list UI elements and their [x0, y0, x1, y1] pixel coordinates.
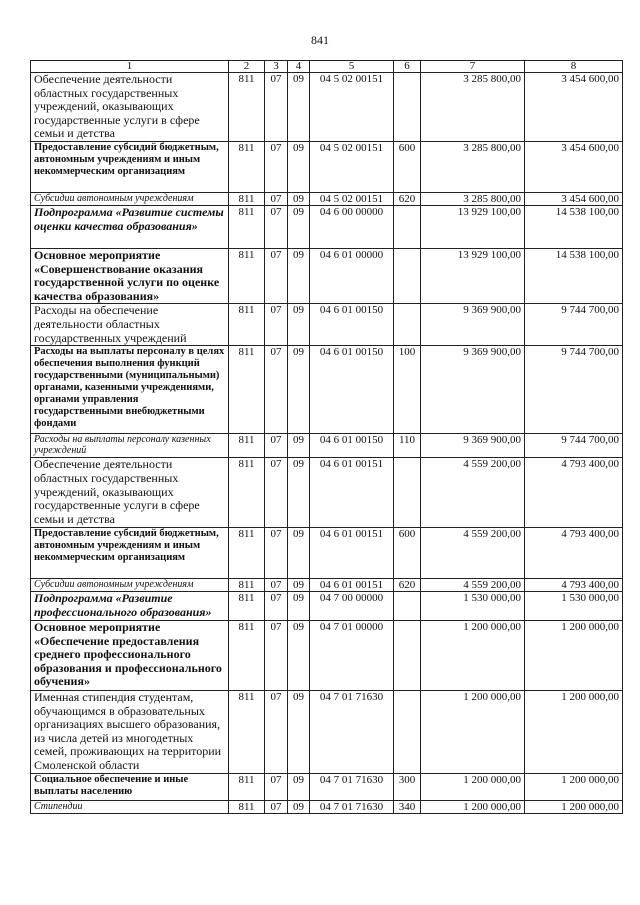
col-amount-year2: 3 454 600,00 — [525, 142, 623, 193]
col-amount-year1: 9 369 900,00 — [421, 346, 525, 434]
col-expense-type: 620 — [394, 193, 421, 206]
col-target-article: 04 6 01 00151 — [310, 579, 394, 592]
col-target-article: 04 5 02 00151 — [310, 193, 394, 206]
col-target-article: 04 7 00 00000 — [310, 592, 394, 621]
col-expense-type — [394, 206, 421, 249]
col-amount-year1: 1 530 000,00 — [421, 592, 525, 621]
header-cell: 3 — [265, 61, 288, 73]
col-target-article: 04 5 02 00151 — [310, 142, 394, 193]
col-expense-type — [394, 249, 421, 304]
col-subsection: 09 — [288, 773, 310, 800]
col-amount-year2: 9 744 700,00 — [525, 304, 623, 346]
col-amount-year1: 9 369 900,00 — [421, 434, 525, 458]
col-subsection: 09 — [288, 193, 310, 206]
col-expense-type: 600 — [394, 528, 421, 579]
col-subsection: 09 — [288, 579, 310, 592]
col-expense-type — [394, 620, 421, 690]
col-amount-year2: 14 538 100,00 — [525, 206, 623, 249]
row-description: Субсидии автономным учреждениям — [31, 579, 229, 592]
col-amount-year1: 4 559 200,00 — [421, 528, 525, 579]
col-section: 07 — [265, 620, 288, 690]
row-description: Расходы на выплаты персоналу в целях обеспечения выполнения функций государственными (муниципальными) органами, казенными учреждениями, органами управления государственными внебюджетными фондами — [31, 346, 229, 434]
col-amount-year1: 3 285 800,00 — [421, 193, 525, 206]
table-row — [31, 458, 623, 528]
row-description: Обеспечение деятельности областных государственных учреждений, оказывающих государственные услуги в сфере семьи и детства — [31, 73, 229, 142]
header-cell: 7 — [421, 61, 525, 73]
col-expense-type — [394, 73, 421, 142]
col-amount-year2: 4 793 400,00 — [525, 458, 623, 528]
col-section: 07 — [265, 800, 288, 813]
table-row — [31, 800, 623, 813]
col-section: 07 — [265, 346, 288, 434]
col-amount-year2: 1 200 000,00 — [525, 800, 623, 813]
col-amount-year1: 1 200 000,00 — [421, 800, 525, 813]
col-amount-year2: 4 793 400,00 — [525, 579, 623, 592]
table-row — [31, 193, 623, 206]
col-expense-type: 100 — [394, 346, 421, 434]
col-ministry: 811 — [229, 592, 265, 621]
col-ministry: 811 — [229, 773, 265, 800]
col-expense-type: 340 — [394, 800, 421, 813]
table-row — [31, 690, 623, 773]
col-section: 07 — [265, 773, 288, 800]
row-description: Подпрограмма «Развитие профессионального образования» — [31, 592, 229, 621]
col-section: 07 — [265, 434, 288, 458]
col-ministry: 811 — [229, 458, 265, 528]
col-target-article: 04 7 01 71630 — [310, 773, 394, 800]
col-ministry: 811 — [229, 690, 265, 773]
table-row — [31, 579, 623, 592]
col-target-article: 04 6 01 00150 — [310, 304, 394, 346]
header-cell: 8 — [525, 61, 623, 73]
col-expense-type: 110 — [394, 434, 421, 458]
col-expense-type — [394, 592, 421, 621]
col-amount-year1: 1 200 000,00 — [421, 690, 525, 773]
col-amount-year1: 4 559 200,00 — [421, 579, 525, 592]
col-amount-year2: 4 793 400,00 — [525, 528, 623, 579]
col-expense-type: 600 — [394, 142, 421, 193]
col-amount-year1: 1 200 000,00 — [421, 773, 525, 800]
col-amount-year2: 9 744 700,00 — [525, 434, 623, 458]
row-description: Предоставление субсидий бюджетным, автономным учреждениям и иным некоммерческим организациям — [31, 142, 229, 193]
col-subsection: 09 — [288, 346, 310, 434]
header-cell: 4 — [288, 61, 310, 73]
col-amount-year2: 3 454 600,00 — [525, 193, 623, 206]
col-target-article: 04 6 01 00150 — [310, 434, 394, 458]
col-expense-type — [394, 690, 421, 773]
col-subsection: 09 — [288, 620, 310, 690]
table-row — [31, 142, 623, 193]
col-expense-type — [394, 304, 421, 346]
col-subsection: 09 — [288, 206, 310, 249]
col-ministry: 811 — [229, 800, 265, 813]
table-row — [31, 434, 623, 458]
col-section: 07 — [265, 206, 288, 249]
header-cell: 6 — [394, 61, 421, 73]
header-cell: 5 — [310, 61, 394, 73]
col-expense-type: 300 — [394, 773, 421, 800]
header-cell: 2 — [229, 61, 265, 73]
col-ministry: 811 — [229, 528, 265, 579]
col-target-article: 04 7 01 71630 — [310, 800, 394, 813]
row-description: Субсидии автономным учреждениям — [31, 193, 229, 206]
col-amount-year2: 3 454 600,00 — [525, 73, 623, 142]
col-subsection: 09 — [288, 434, 310, 458]
col-ministry: 811 — [229, 304, 265, 346]
col-section: 07 — [265, 193, 288, 206]
col-amount-year1: 13 929 100,00 — [421, 249, 525, 304]
col-section: 07 — [265, 249, 288, 304]
row-description: Расходы на обеспечение деятельности областных государственных учреждений — [31, 304, 229, 346]
table-row — [31, 773, 623, 800]
row-description: Предоставление субсидий бюджетным, автономным учреждениям и иным некоммерческим организациям — [31, 528, 229, 579]
col-target-article: 04 6 01 00151 — [310, 528, 394, 579]
row-description: Социальное обеспечение и иные выплаты населению — [31, 773, 229, 800]
col-section: 07 — [265, 579, 288, 592]
col-section: 07 — [265, 690, 288, 773]
col-amount-year2: 1 530 000,00 — [525, 592, 623, 621]
col-ministry: 811 — [229, 620, 265, 690]
col-amount-year2: 1 200 000,00 — [525, 773, 623, 800]
col-subsection: 09 — [288, 249, 310, 304]
col-ministry: 811 — [229, 193, 265, 206]
col-ministry: 811 — [229, 73, 265, 142]
page-number: 841 — [311, 33, 329, 47]
table-row — [31, 206, 623, 249]
col-target-article: 04 6 01 00000 — [310, 249, 394, 304]
col-ministry: 811 — [229, 206, 265, 249]
budget-table — [30, 60, 623, 814]
table-row — [31, 73, 623, 142]
col-target-article: 04 7 01 71630 — [310, 690, 394, 773]
col-amount-year2: 1 200 000,00 — [525, 690, 623, 773]
col-section: 07 — [265, 142, 288, 193]
row-description: Именная стипендия студентам, обучающимся в образовательных организациях высшего образования, из числа детей из многодетных семей, проживающих на территории Смоленской области — [31, 690, 229, 773]
col-amount-year1: 9 369 900,00 — [421, 304, 525, 346]
col-section: 07 — [265, 304, 288, 346]
table-row — [31, 528, 623, 579]
col-subsection: 09 — [288, 458, 310, 528]
col-ministry: 811 — [229, 142, 265, 193]
col-expense-type — [394, 458, 421, 528]
col-section: 07 — [265, 73, 288, 142]
table-row — [31, 346, 623, 434]
col-target-article: 04 6 01 00151 — [310, 458, 394, 528]
table-row — [31, 592, 623, 621]
col-amount-year2: 9 744 700,00 — [525, 346, 623, 434]
header-cell: 1 — [31, 61, 229, 73]
col-subsection: 09 — [288, 73, 310, 142]
col-amount-year1: 3 285 800,00 — [421, 142, 525, 193]
col-ministry: 811 — [229, 434, 265, 458]
col-amount-year2: 14 538 100,00 — [525, 249, 623, 304]
col-target-article: 04 7 01 00000 — [310, 620, 394, 690]
table-row — [31, 304, 623, 346]
col-target-article: 04 6 00 00000 — [310, 206, 394, 249]
col-subsection: 09 — [288, 304, 310, 346]
row-description: Подпрограмма «Развитие системы оценки качества образования» — [31, 206, 229, 249]
row-description: Обеспечение деятельности областных государственных учреждений, оказывающих государственные услуги в сфере семьи и детства — [31, 458, 229, 528]
table-header-row — [31, 61, 623, 73]
table-row — [31, 620, 623, 690]
col-subsection: 09 — [288, 690, 310, 773]
row-description: Основное мероприятие «Обеспечение предоставления среднего профессионального образования и профессионального обучения» — [31, 620, 229, 690]
col-ministry: 811 — [229, 579, 265, 592]
col-amount-year1: 13 929 100,00 — [421, 206, 525, 249]
col-section: 07 — [265, 592, 288, 621]
col-subsection: 09 — [288, 800, 310, 813]
col-expense-type: 620 — [394, 579, 421, 592]
col-amount-year1: 4 559 200,00 — [421, 458, 525, 528]
col-amount-year1: 1 200 000,00 — [421, 620, 525, 690]
col-ministry: 811 — [229, 249, 265, 304]
col-target-article: 04 6 01 00150 — [310, 346, 394, 434]
col-ministry: 811 — [229, 346, 265, 434]
row-description: Стипендии — [31, 800, 229, 813]
col-amount-year1: 3 285 800,00 — [421, 73, 525, 142]
col-section: 07 — [265, 458, 288, 528]
col-target-article: 04 5 02 00151 — [310, 73, 394, 142]
col-amount-year2: 1 200 000,00 — [525, 620, 623, 690]
col-subsection: 09 — [288, 592, 310, 621]
col-section: 07 — [265, 528, 288, 579]
row-description: Расходы на выплаты персоналу казенных учреждений — [31, 434, 229, 458]
col-subsection: 09 — [288, 142, 310, 193]
table-row — [31, 249, 623, 304]
row-description: Основное мероприятие «Совершенствование оказания государственной услуги по оценке качества образования» — [31, 249, 229, 304]
col-subsection: 09 — [288, 528, 310, 579]
